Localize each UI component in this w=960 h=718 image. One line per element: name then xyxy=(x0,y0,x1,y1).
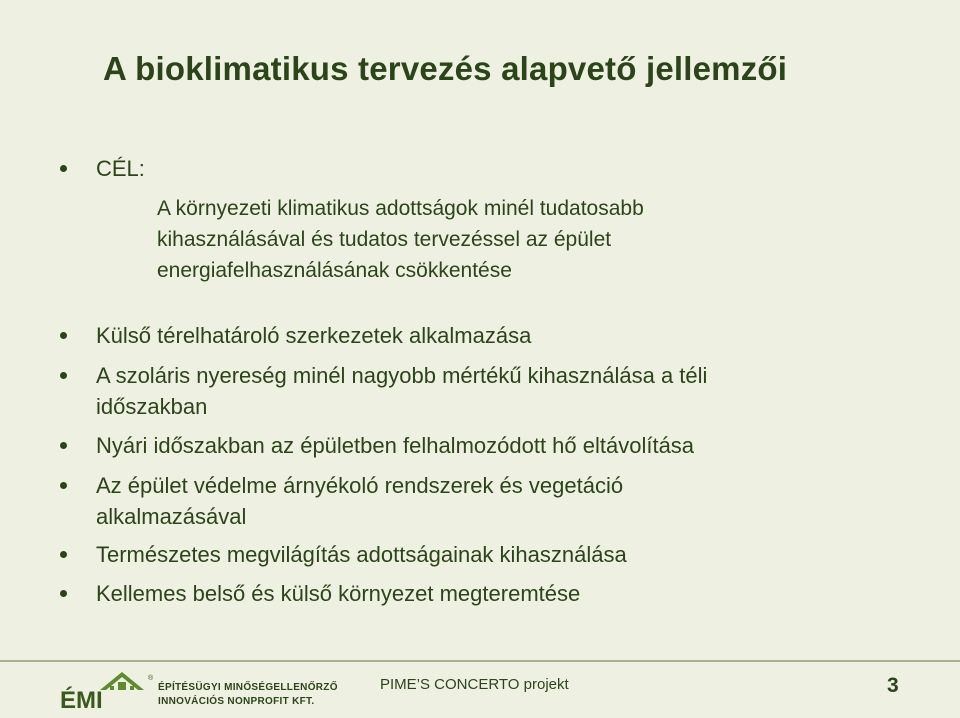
slide-title: A bioklimatikus tervezés alapvető jellemzői xyxy=(103,50,788,87)
goal-line-3: energiafelhasználásának csökkentése xyxy=(157,259,512,282)
bullet-text: Nyári időszakban az épületben felhalmozódott hő eltávolítása xyxy=(96,433,695,458)
logo-line-2: INNOVÁCIÓS NONPROFIT KFT. xyxy=(158,696,315,707)
goal-label: CÉL: xyxy=(96,156,145,181)
goal-line-1: A környezeti klimatikus adottságok minél tudatosabb xyxy=(157,197,644,220)
logo-line-1: ÉPÍTÉSÜGYI MINŐSÉGELLENŐRZŐ xyxy=(158,682,338,693)
svg-text:®: ® xyxy=(148,675,154,682)
page-number: 3 xyxy=(887,674,899,697)
bullet-dot xyxy=(60,165,67,172)
logo-mark: ÉMI xyxy=(60,687,103,710)
bullet-dot xyxy=(60,332,67,339)
footer-project: PIME’S CONCERTO projekt xyxy=(380,676,569,693)
bullet-text: Külső térelhatároló szerkezetek alkalmazása xyxy=(96,323,532,348)
bullet-text-cont: időszakban xyxy=(96,394,208,419)
footer-divider xyxy=(0,660,960,662)
bullet-text: Kellemes belső és külső környezet megteremtése xyxy=(96,581,581,606)
bullet-text: Természetes megvilágítás adottságainak kihasználása xyxy=(96,542,627,567)
bullet-dot xyxy=(60,442,67,449)
bullet-dot xyxy=(60,551,67,558)
bullet-text-cont: alkalmazásával xyxy=(96,504,247,529)
goal-line-2: kihasználásával és tudatos tervezéssel az épület xyxy=(157,228,612,251)
bullet-dot xyxy=(60,372,67,379)
bullet-dot xyxy=(60,590,67,597)
bullet-text: A szoláris nyereség minél nagyobb mértékű kihasználása a téli xyxy=(96,363,708,388)
bullet-dot xyxy=(60,482,67,489)
bullet-text: Az épület védelme árnyékoló rendszerek és vegetáció xyxy=(96,473,624,498)
